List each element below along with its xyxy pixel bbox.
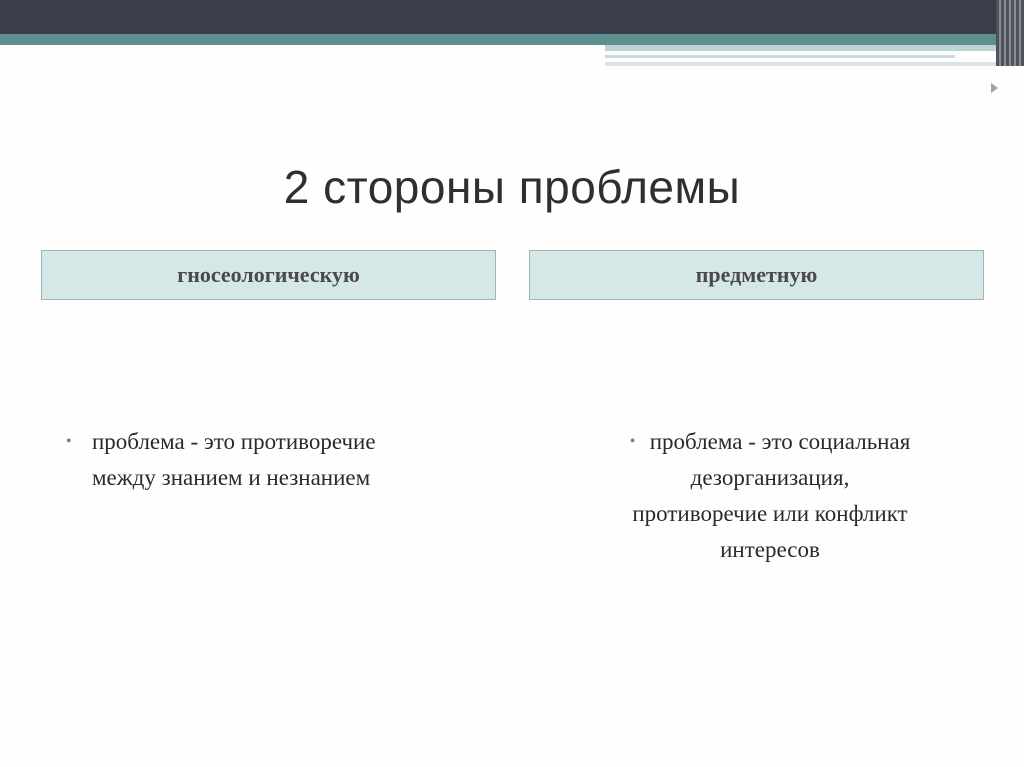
right-bullet-text	[530, 424, 1010, 568]
left-bullet-text	[66, 424, 496, 496]
top-teal-bar	[0, 34, 1024, 45]
text-line: противоречие или конфликт	[632, 501, 908, 526]
text-line: между знанием и незнанием	[92, 465, 371, 490]
box-label: гносеологическую	[177, 262, 360, 287]
top-thin-bar	[605, 55, 955, 58]
box-gnoseological	[41, 250, 496, 300]
bullet-dot: •	[66, 433, 72, 450]
box-subject	[529, 250, 984, 300]
box-label: предметную	[695, 262, 818, 287]
slide-title: 2 стороны проблемы	[283, 161, 741, 213]
right-edge-stripes	[996, 0, 1024, 66]
top-dark-bar	[0, 0, 1024, 34]
bullet-dot: •	[629, 433, 636, 450]
text-line: проблема - это социальная	[649, 429, 911, 454]
text-line: проблема - это противоречие	[92, 429, 376, 454]
text-line: интересов	[720, 537, 820, 562]
top-teal-light-bar	[605, 45, 1024, 51]
top-thin-bar-2	[605, 62, 1024, 66]
text-line: дезорганизация,	[690, 465, 850, 490]
slide-arrow-icon	[991, 83, 998, 93]
